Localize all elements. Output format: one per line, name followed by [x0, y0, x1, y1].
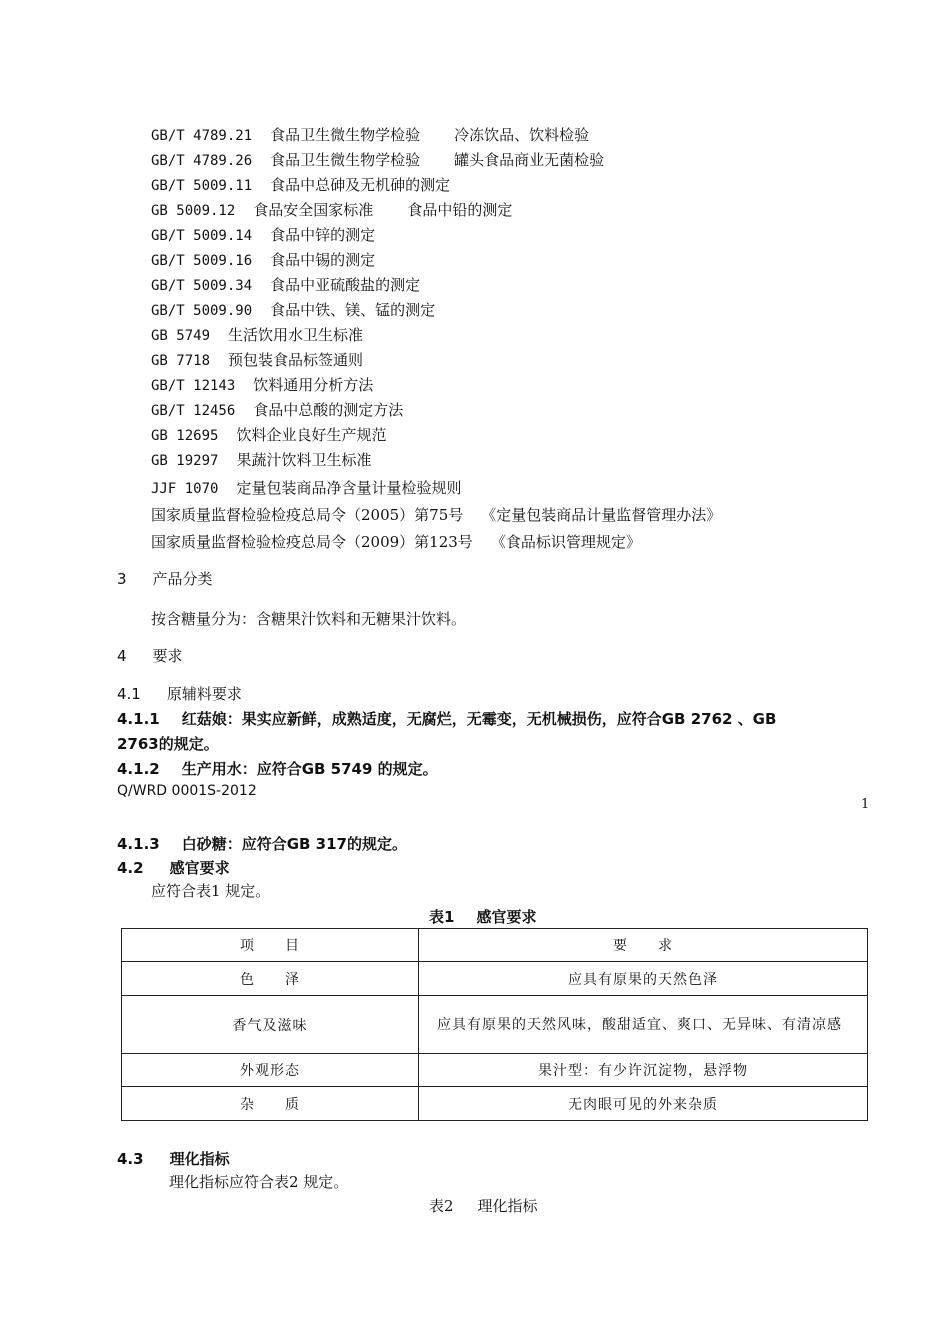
section-4-3-heading: 4.3 理化指标	[117, 1150, 230, 1168]
table-cell-item: 杂 质	[122, 1087, 419, 1121]
reference-item: GB 5009.12 食品安全国家标准 食品中铅的测定	[151, 201, 513, 219]
reference-item: GB/T 4789.21 食品卫生微生物学检验 冷冻饮品、饮料检验	[151, 126, 590, 144]
reference-item: GB/T 12143 饮料通用分析方法	[151, 376, 374, 394]
reference-item: GB 19297 果蔬汁饮料卫生标准	[151, 451, 372, 469]
clause-4-1-1: 4.1.1 红菇娘：果实应新鲜，成熟适度，无腐烂，无霉变，无机械损伤，应符合GB 2762 、GB	[117, 710, 777, 728]
clause-4-1-2: 4.1.2 生产用水：应符合GB 5749 的规定。	[117, 760, 438, 778]
table-header-row	[122, 929, 868, 962]
reference-item: GB/T 5009.34 食品中亚硫酸盐的测定	[151, 276, 421, 294]
page-number: 1	[861, 797, 870, 812]
section-3-heading: 3 产品分类	[117, 570, 213, 588]
section-4-heading: 4 要求	[117, 647, 183, 665]
table-cell-requirement: 应具有原果的天然风味，酸甜适宜、爽口、无异味、有清凉感	[419, 996, 868, 1054]
section-4-3-body: 理化指标应符合表2 规定。	[169, 1173, 349, 1191]
reference-item: GB/T 12456 食品中总酸的测定方法	[151, 401, 404, 419]
reference-item: GB/T 4789.26 食品卫生微生物学检验 罐头食品商业无菌检验	[151, 151, 605, 169]
reference-item: GB 5749 生活饮用水卫生标准	[151, 326, 364, 344]
reference-item: GB/T 5009.90 食品中铁、镁、锰的测定	[151, 301, 436, 319]
table-1-caption: 表1 感官要求	[429, 908, 537, 926]
section-3-body: 按含糖量分为：含糖果汁饮料和无糖果汁饮料。	[151, 610, 467, 628]
table-row	[122, 1054, 868, 1087]
sensory-requirements-table	[121, 928, 868, 1121]
reference-item: GB/T 5009.14 食品中锌的测定	[151, 226, 376, 244]
table-row	[122, 996, 868, 1054]
clause-4-1-3: 4.1.3 白砂糖：应符合GB 317的规定。	[117, 835, 407, 853]
section-4-1-heading: 4.1 原辅料要求	[117, 685, 242, 703]
section-4-2-heading: 4.2 感官要求	[117, 859, 230, 877]
table-cell-item: 色 泽	[122, 962, 419, 996]
reference-item: GB/T 5009.16 食品中锡的测定	[151, 251, 376, 269]
table-header-item: 项 目	[122, 929, 419, 962]
decree-item: 国家质量监督检验检疫总局令（2009）第123号 《食品标识管理规定》	[151, 533, 641, 551]
table-row	[122, 962, 868, 996]
document-code: Q/WRD 0001S-2012	[117, 783, 257, 799]
table-cell-requirement: 无肉眼可见的外来杂质	[419, 1087, 868, 1121]
reference-item: JJF 1070 定量包装商品净含量计量检验规则	[151, 479, 462, 497]
table-cell-item: 外观形态	[122, 1054, 419, 1087]
table-2-caption: 表2 理化指标	[429, 1197, 538, 1215]
table-cell-item: 香气及滋味	[122, 996, 419, 1054]
table-header-requirement: 要 求	[419, 929, 868, 962]
clause-4-1-1-continued: 2763的规定。	[117, 735, 219, 753]
reference-item: GB/T 5009.11 食品中总砷及无机砷的测定	[151, 176, 451, 194]
table-row	[122, 1087, 868, 1121]
table-cell-requirement: 应具有原果的天然色泽	[419, 962, 868, 996]
reference-item: GB 12695 饮料企业良好生产规范	[151, 426, 387, 444]
table-cell-requirement: 果汁型：有少许沉淀物，悬浮物	[419, 1054, 868, 1087]
section-4-2-body: 应符合表1 规定。	[151, 882, 271, 900]
decree-item: 国家质量监督检验检疫总局令（2005）第75号 《定量包装商品计量监督管理办法》	[151, 506, 722, 524]
reference-item: GB 7718 预包装食品标签通则	[151, 351, 364, 369]
